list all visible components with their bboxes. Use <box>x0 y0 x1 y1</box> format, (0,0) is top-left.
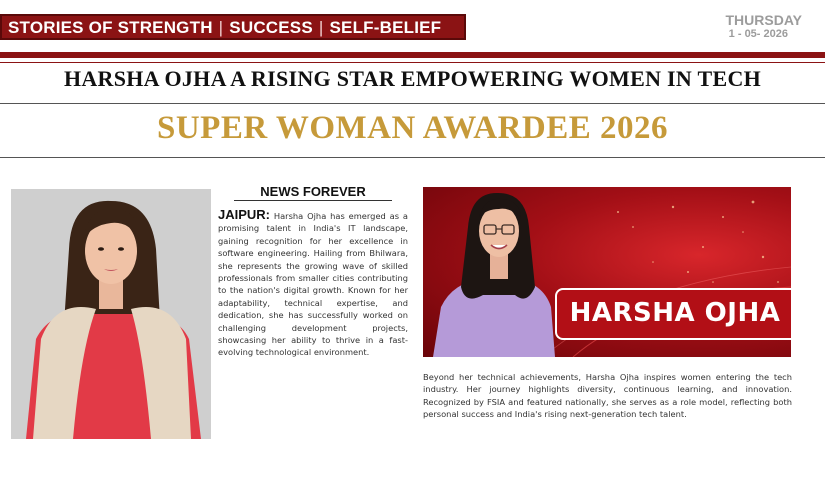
masthead-banner <box>0 14 466 40</box>
award-title: SUPER WOMAN AWARDEE 2026 <box>156 110 669 146</box>
dateline: JAIPUR: <box>218 207 271 222</box>
feature-banner <box>423 187 791 357</box>
tagline-separator: | <box>218 18 224 37</box>
masthead-rule-thin <box>0 62 825 63</box>
banner-nameplate <box>555 288 791 340</box>
headline-divider <box>0 103 825 104</box>
portrait-photo <box>11 189 211 439</box>
body-left-text: Harsha Ojha has emerged as a promising talent in India's IT landscape, gaining recognition for her excellence in software engineering. Hailing from Bhilwara, she represents the growing wave of skilled professionals from smaller cities contributing to the nation's digital growth. Known for her adaptability, technical expertise, and dedication, she has successfully worked on challenging development projects, showcasing her ability to thrive in a fast-evolving technological environment. <box>218 211 408 358</box>
tagline-self-belief: SELF-BELIEF <box>329 18 442 37</box>
issue-date: 1 - 05- 2026 <box>728 28 788 40</box>
article-body-left <box>218 209 408 359</box>
tagline-success: SUCCESS <box>229 18 313 37</box>
news-source-underline <box>234 200 392 201</box>
news-source: NEWS FOREVER <box>260 184 366 199</box>
portrait-illustration <box>11 189 211 439</box>
masthead-tagline <box>8 18 441 38</box>
masthead-rule-thick <box>0 52 825 58</box>
issue-day: THURSDAY <box>725 12 802 28</box>
banner-name: HARSHA OJHA <box>569 298 781 328</box>
article-headline: HARSHA OJHA A RISING STAR EMPOWERING WOMEN IN TECH <box>63 66 762 91</box>
award-divider <box>0 157 825 158</box>
article-body-right: Beyond her technical achievements, Harsha Ojha inspires women entering the tech industry. Her journey highlights diversity, continuous learning, and innovation. Recognized by FSIA and featured nationally, she serves as a role model, reflecting both personal success and India's rising next-generation tech talent. <box>423 372 792 419</box>
tagline-separator: | <box>318 18 324 37</box>
tagline-strength: STORIES OF STRENGTH <box>8 18 213 37</box>
